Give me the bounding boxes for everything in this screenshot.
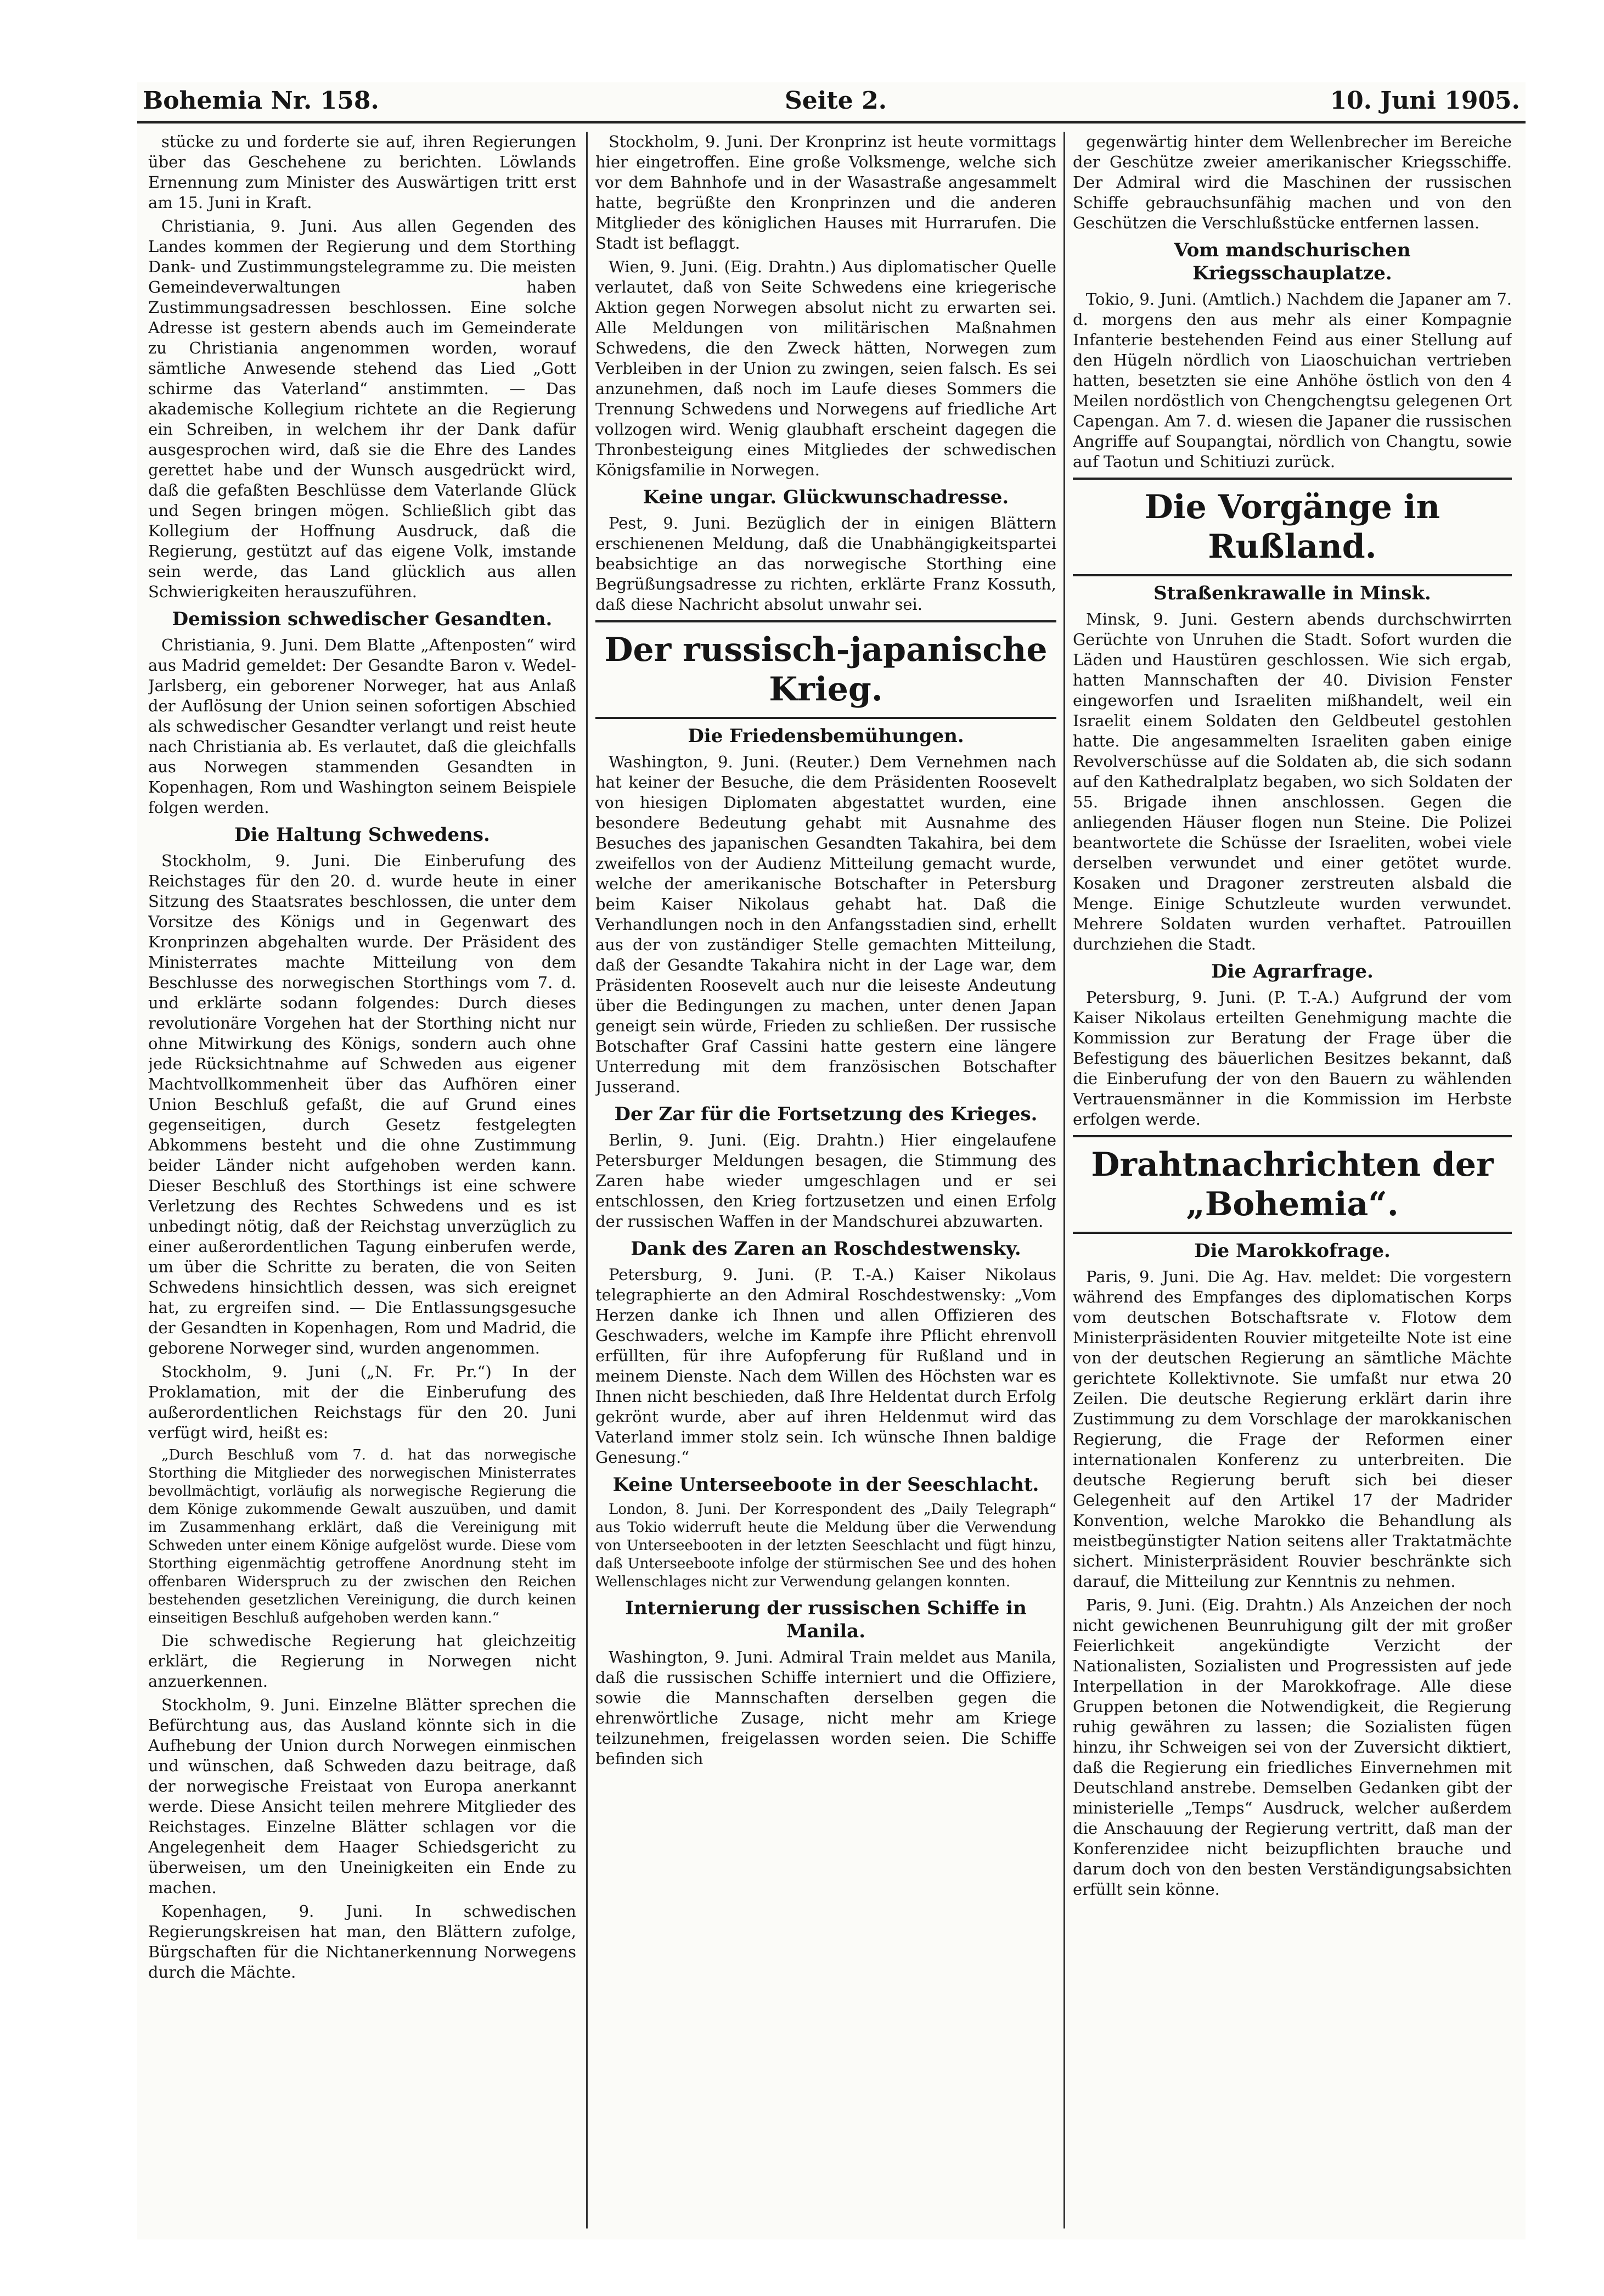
section-heading: Demission schwedischer Gesandten. [172,608,553,630]
header-rule [137,121,1526,123]
article-paragraph: Berlin, 9. Juni. (Eig. Drahtn.) Hier eingelaufene Petersburger Meldungen besagen, die Stimmung des Zaren habe wieder umgeschlagen und er sei entschlossen, den Krieg fortzusetzen und einen Erfolg der russischen Waffen in der Mandschurei abzuwarten. [595,1131,1056,1231]
article-paragraph: Paris, 9. Juni. (Eig. Drahtn.) Als Anzeichen der noch nicht gewichenen Beunruhigung gilt der mit großer Feierlichkeit angekündigte Verzicht der Nationalisten, Sozialisten und Progressisten auf jede Interpellation in der Marokkofrage. Alle diese Gruppen betonen die Notwendigkeit, die Regierung ruhig gewähren zu lassen; die Sozialisten fügen hinzu, ihr Schweigen sei von der Zuversicht diktiert, daß die Regierung ein friedliches Einvernehmen mit Deutschland anstrebe. Demselben Gedanken gibt der ministerielle „Temps“ Ausdruck, welcher außerdem die Anschauung der Regierung vertritt, daß man der Konferenzidee nicht beizupflichten brauche und darum doch von den besten Verständigungsabsichten erfüllt sein könne. [1073,1596,1512,1899]
article-paragraph: Die schwedische Regierung hat gleichzeitig erklärt, die Regierung in Norwegen nicht anzuerkennen. [148,1631,576,1691]
quoted-text: „Durch Beschluß vom 7. d. hat das norwegische Storthing die Mitglieder des norwegischen Ministerrates bevollmächtigt, vorläufig als norwegische Regierung die dem Könige zukommende Gewalt auszuüben, und damit im Zusammenhang erklärt, daß die Vereinigung mit Schweden unter einem Könige aufgelöst wurde. Diese vom Storthing eigenmächtig getroffene Anordnung steht im offenbaren Widerspruch zu der zwischen den Reichen bestehenden gesetzlichen Vereinigung, die durch keinen einseitigen Beschluß aufgehoben werden kann.“ [148,1447,576,1626]
article-paragraph: Stockholm, 9. Juni. Die Einberufung des Reichstages für den 20. d. wurde heute in einer Sitzung des Staatsrates beschlossen, die unter dem Vorsitze des Königs und in Gegenwart des Kronprinzen abgehalten wurde. Der Präsident des Ministerrates machte Mitteilung von dem Beschlusse des norwegischen Storthings vom 7. d. und erklärte sodann folgendes: Durch dieses revolutionäre Vorgehen hat der Storthing nicht nur ohne Mitwirkung des Königs, sondern auch ohne jede Rücksichtnahme auf Schweden aus eigener Machtvollkommenheit über das Aufhören einer Union Beschluß gefaßt, die auf Grund eines gegenseitigen, durch Gesetz festgelegten Abkommens besteht und die ohne Zustimmung beider Länder nicht aufgehoben werden kann. Dieser Beschluß des Storthings ist eine schwere Verletzung des Rechtes Schwedens und es ist unbedingt nötig, daß der Reichstag unverzüglich zu einer außerordentlichen Tagung einberufen werde, um über die Schritte zu beraten, die von Seiten Schwedens hinsichtlich dessen, was sich ereignet hat, zu ergreifen sind. — Die Entlassungsgesuche der Gesandten in Kopenhagen, Rom und Madrid, die geborene Norweger sind, wurden angenommen. [148,851,576,1357]
article-paragraph: Washington, 9. Juni. (Reuter.) Dem Vernehmen nach hat keiner der Besuche, die dem Präsidenten Roosevelt von hiesigen Diplomaten abgestattet wurden, eine besondere Bedeutung gehabt mit Ausnahme des Besuches des japanischen Gesandten Takahira, bei dem zweifellos von der Audienz Mitteilung gemacht wurde, welche der amerikanische Botschafter in Petersburg beim Kaiser Nikolaus gehabt hat. Daß die Verhandlungen noch in den Anfangsstadien sind, erhellt aus der von zuständiger Stelle gemachten Mitteilung, daß der Gesandte Takahira nicht in der Lage war, dem Präsidenten Roosevelt auch nur die leiseste Andeutung über die Bedingungen zu machen, unter denen Japan geneigt sein würde, Frieden zu schließen. Der russische Botschafter Graf Cassini hatte gestern eine längere Unterredung mit dem französischen Botschafter Jusserand. [595,753,1056,1096]
section-heading: Internierung der russischen Schiffe in Manila. [625,1597,1027,1642]
page-header [137,82,1526,121]
article-paragraph: Christiania, 9. Juni. Dem Blatte „Aftenposten“ wird aus Madrid gemeldet: Der Gesandte Baron v. Wedel-Jarlsberg, ein geborener Norweger, hat aus Anlaß der Auflösung der Union seinen sofortigen Abschied als schwedischer Gesandter verlangt und reist heute nach Christiania ab. Es verlautet, daß die gleichfalls aus Norwegen stammenden Gesandten in Kopenhagen, Rom und Washington seinem Beispiele folgen werden. [148,636,576,817]
section-heading: Keine ungar. Glückwunschadresse. [643,486,1009,508]
section-heading: Die Agrarfrage. [1211,961,1374,983]
article-paragraph: Christiania, 9. Juni. Aus allen Gegenden des Landes kommen der Regierung und dem Storthing Dank- und Zustimmungstelegramme zu. Die meisten Gemeindeverwaltungen haben Zustimmungsadressen beschlossen. Eine solche Adresse ist gestern abends auch im Gemeinderate zu Christiania angenommen worden, worauf sämtliche Anwesende stehend das Lied „Gott schirme das Vaterland“ anstimmten. — Das akademische Kollegium richtete an die Regierung ein Schreiben, in welchem ihr der Dank dafür ausgesprochen wird, daß sie die Ehre des Landes gerettet habe und der Wunsch ausgedrückt wird, daß die gefaßten Beschlüsse dem Vaterlande Glück und Segen bringen mögen. Schließlich gibt das Kollegium der Hoffnung Ausdruck, daß die Regierung, gestützt auf das eigene Volk, imstande sein werde, das Land glücklich aus allen Schwierigkeiten herauszuführen. [148,217,576,601]
section-heading: Der Zar für die Fortsetzung des Krieges. [614,1103,1038,1125]
article-paragraph: stücke zu und forderte sie auf, ihren Regierungen über das Geschehene zu berichten. Löwlands Ernennung zum Minister des Auswärtigen tritt erst am 15. Juni in Kraft. [148,132,576,212]
section-heading: Dank des Zaren an Roschdestwensky. [631,1238,1021,1260]
column-left [148,132,576,2239]
quoted-text: London, 8. Juni. Der Korrespondent des „Daily Telegraph“ aus Tokio widerruft heute die Meldung über die Verwendung von Unterseebooten in der letzten Seeschlacht und fügt hinzu, daß Unterseeboote infolge der stürmischen See und des hohen Wellenschlages nicht zur Verwendung gelangen konnten. [595,1501,1056,1590]
article-paragraph: Stockholm, 9. Juni. Der Kronprinz ist heute vormittags hier eingetroffen. Eine große Volksmenge, welche sich vor dem Bahnhofe und in der Wasastraße angesammelt hatte, begrüßte den Kronprinzen und die anderen Mitglieder des königlichen Hauses mit Hurrarufen. Die Stadt ist beflaggt. [595,132,1056,252]
article-paragraph: Pest, 9. Juni. Bezüglich der in einigen Blättern erschienenen Meldung, daß die Unabhängigkeitspartei beabsichtige an das norwegische Storthing eine Begrüßungsadresse zu richten, erklärte Franz Kossuth, daß diese Nachricht absolut unwahr sei. [595,514,1056,614]
article-paragraph: Petersburg, 9. Juni. (P. T.-A.) Kaiser Nikolaus telegraphierte an den Admiral Roschdestwensky: „Vom Herzen danke ich Ihnen und allen Offizieren des Geschwaders, welche im Kampfe ihre Pflicht ehrenvoll erfüllten, für ihre Aufopferung für Rußland und in meinem Dienste. Nach dem Willen des Höchsten war es Ihnen nicht beschieden, daß Ihre Heldentat durch Erfolg gekrönt wurde, aber auf ihren Heldenmut wird das Vaterland immer stolz sein. Ich wünsche Ihnen baldige Genesung.“ [595,1265,1056,1467]
article-paragraph: Stockholm, 9. Juni. Einzelne Blätter sprechen die Befürchtung aus, das Ausland könnte sich in die Aufhebung der Union durch Norwegen einmischen und wünschen, daß Schweden dazu beitrage, daß der norwegische Freistaat von Europa anerkannt werde. Diese Ansicht teilen mehrere Mitglieder des Reichstages. Einzelne Blätter schlagen vor die Angelegenheit dem Haager Schiedsgericht zu überweisen, um den Uneinigkeiten ein Ende zu machen. [148,1696,576,1897]
column-right [1073,132,1512,2239]
column-divider [1063,132,1065,2228]
main-headline: Drahtnachrichten der „Bohemia“. [1073,1135,1512,1234]
column-middle [595,132,1056,2239]
article-paragraph: Minsk, 9. Juni. Gestern abends durchschwirrten Gerüchte von Unruhen die Stadt. Sofort wurden die Läden und Haustüren geschlossen. Wie sich ergab, hatten Mannschaften der 40. Division Fenster eingeworfen und Israeliten mißhandelt, weil ein Israelit einem Soldaten den Geldbeutel gestohlen hatte. Die angesammelten Israeliten gaben einige Revolverschüsse auf die Soldaten ab, die sich sodann auf den Kathedralplatz begaben, wo sich Soldaten der 55. Brigade ihnen anschlossen. Gegen die anliegenden Häuser flogen nun Steine. Die Polizei beantwortete die Schüsse der Israeliten, wobei viele derselben verwundet und einer getötet wurde. Kosaken und Dragoner zerstreuten alsbald die Menge. Einige Schutzleute wurden verwundet. Mehrere Soldaten wurden verhaftet. Patrouillen durchziehen die Stadt. [1073,610,1512,953]
main-headline: Der russisch-japanische Krieg. [595,620,1056,719]
section-heading: Die Friedensbemühungen. [688,725,964,747]
paper-issue: Bohemia Nr. 158. [143,87,379,115]
article-paragraph: Tokio, 9. Juni. (Amtlich.) Nachdem die Japaner am 7. d. morgens den aus mehr als einer Kompagnie Infanterie bestehenden Feind aus einer Stellung auf den Hügeln nördlich von Liaoschuichan vertrieben hatten, besetzten sie eine Anhöhe östlich von den 4 Meilen nordöstlich von Chengchengtsu gelegenen Ort Capengan. Am 7. d. wiesen die Japaner die russischen Angriffe auf Soupangtai, nördlich von Changtu, sowie auf Taotun und Schitiuzi zurück. [1073,290,1512,471]
section-heading: Straßenkrawalle in Minsk. [1153,582,1431,604]
page-number: Seite 2. [785,87,887,115]
section-heading: Keine Unterseeboote in der Seeschlacht. [612,1474,1039,1496]
article-paragraph: Petersburg, 9. Juni. (P. T.-A.) Aufgrund der vom Kaiser Nikolaus erteilten Genehmigung machte die Kommission zur Beratung der Frage über die Befestigung des bäuerlichen Besitzes bekannt, daß die Einberufung der von den Bauern zu wählenden Vertrauensmänner in die Kommission im Herbste erfolgen werde. [1073,988,1512,1129]
section-heading: Vom mandschurischen Kriegsschauplatze. [1174,239,1411,284]
main-headline: Die Vorgänge in Rußland. [1073,478,1512,576]
column-divider [586,132,588,2228]
article-paragraph: Washington, 9. Juni. Admiral Train meldet aus Manila, daß die russischen Schiffe interniert und die Offiziere, sowie die Mannschaften derselben gegen die ehrenwörtliche Zusage, nicht mehr am Kriege teilzunehmen, freigelassen worden seien. Die Schiffe befinden sich [595,1648,1056,1768]
article-paragraph: Paris, 9. Juni. Die Ag. Hav. meldet: Die vorgestern während des Empfanges des diplomatischen Korps vom deutschen Botschaftsrate v. Flotow dem Ministerpräsidenten Rouvier mitgeteilte Note ist eine von der deutschen Regierung an sämtliche Mächte gerichtete Kollektivnote. Sie umfaßt nur etwa 20 Zeilen. Die deutsche Regierung erklärt darin ihre Zustimmung zu dem Vorschlage der marokkanischen Regierung, die Frage der Reformen einer internationalen Konferenz zu unterbreiten. Die deutsche Regierung beruft sich bei dieser Gelegenheit auf den Artikel 17 der Madrider Konvention, welche Marokko die Behandlung als meistbegünstigter Nation seitens aller Traktatmächte sichert. Ministerpräsident Rouvier beschränkte sich darauf, die Mitteilung zur Kenntnis zu nehmen. [1073,1267,1512,1591]
article-paragraph: Kopenhagen, 9. Juni. In schwedischen Regierungskreisen hat man, den Blättern zufolge, Bürgschaften für die Nichtanerkennung Norwegens durch die Mächte. [148,1902,576,1981]
article-paragraph: gegenwärtig hinter dem Wellenbrecher im Bereiche der Geschütze zweier amerikanischer Kriegsschiffe. Der Admiral wird die Maschinen der russischen Schiffe gebrauchsunfähig machen und von den Geschützen die Verschlußstücke entfernen lassen. [1073,132,1512,232]
issue-date: 10. Juni 1905. [1330,87,1520,115]
section-heading: Die Marokkofrage. [1194,1240,1391,1262]
article-paragraph: Stockholm, 9. Juni („N. Fr. Pr.“) In der Proklamation, mit der die Einberufung des außerordentlichen Reichstags für den 20. Juni verfügt wird, heißt es: [148,1362,576,1442]
section-heading: Die Haltung Schwedens. [234,824,490,846]
article-paragraph: Wien, 9. Juni. (Eig. Drahtn.) Aus diplomatischer Quelle verlautet, daß von Seite Schwedens eine kriegerische Aktion gegen Norwegen absolut nicht zu erwarten sei. Alle Meldungen von militärischen Maßnahmen Schwedens, die den Zweck hätten, Norwegen zum Verbleiben in der Union zu zwingen, seien falsch. Es sei anzunehmen, daß noch im Laufe dieses Sommers die Trennung Schwedens und Norwegens auf friedliche Art vollzogen wird. Wenig glaubhaft erscheint dagegen die Thronbesteigung eines Mitgliedes der schwedischen Königsfamilie in Norwegen. [595,257,1056,479]
